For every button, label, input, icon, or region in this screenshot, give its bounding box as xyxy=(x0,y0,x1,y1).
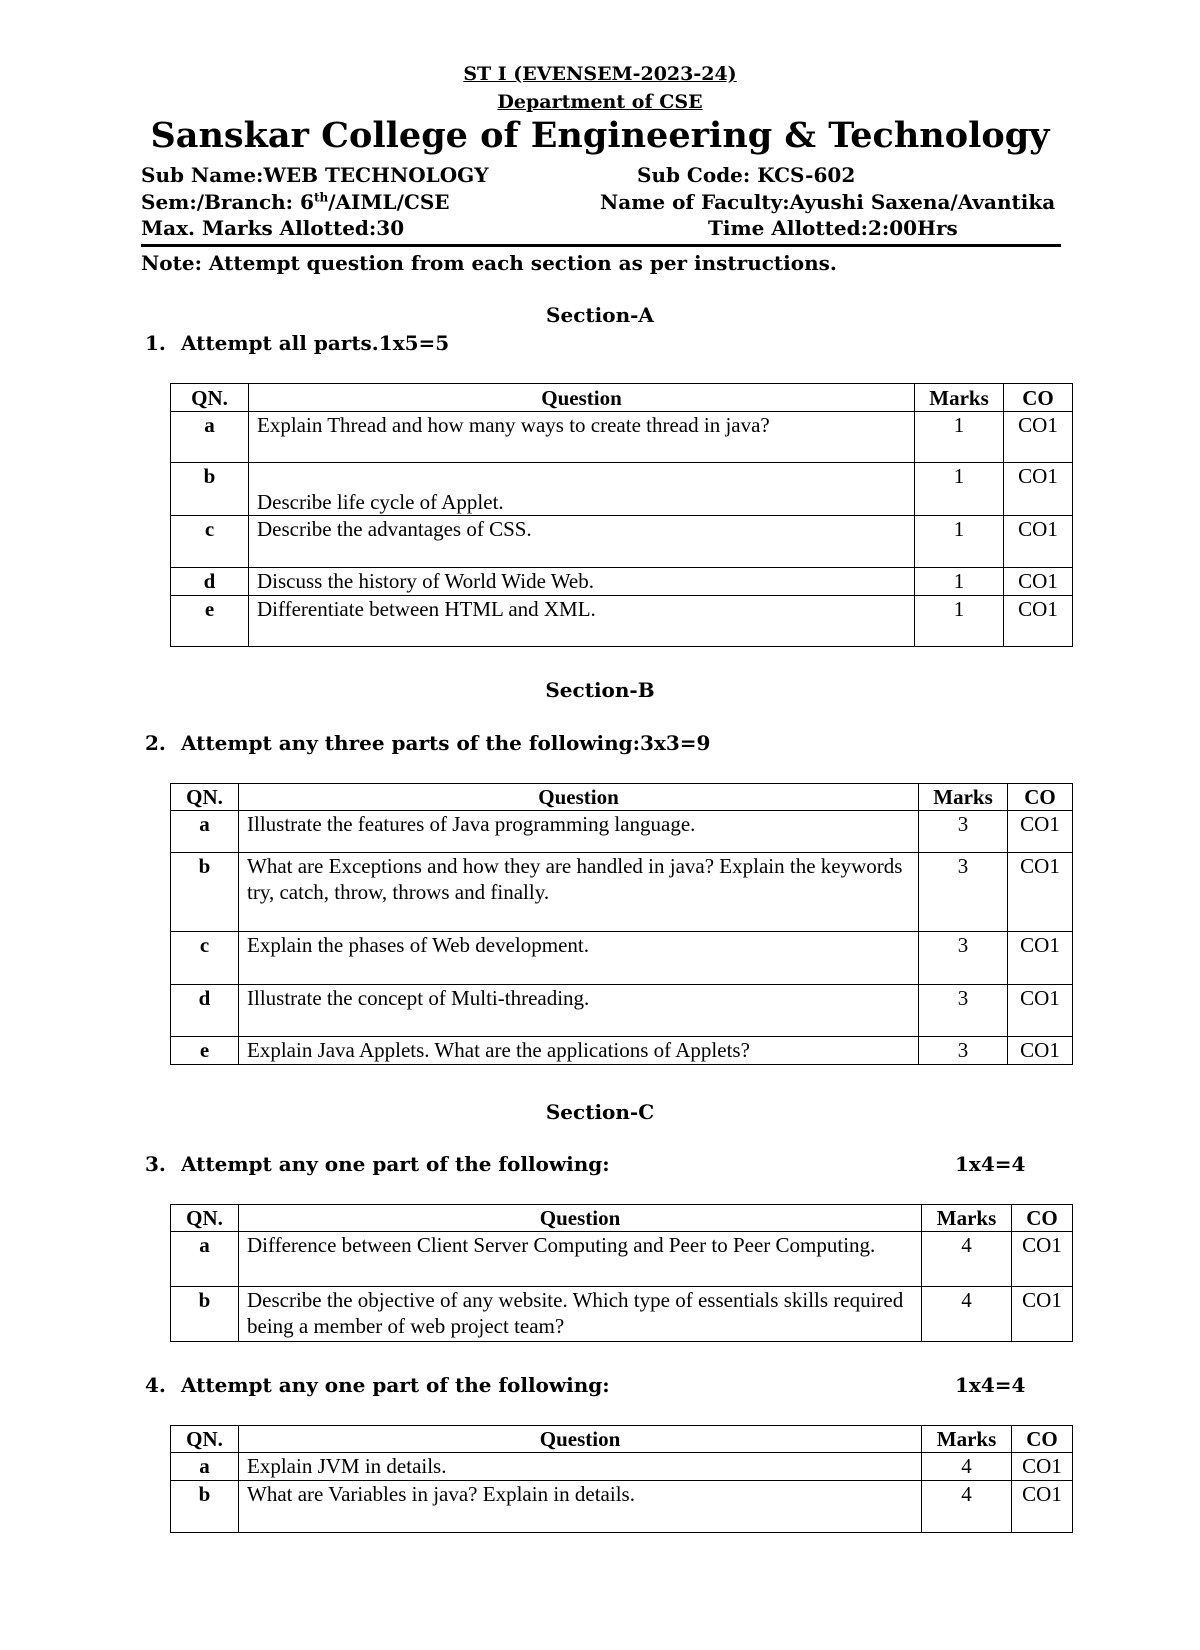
header-qn: QN. xyxy=(171,1426,239,1453)
question-co: CO1 xyxy=(1004,596,1073,647)
question-number: a xyxy=(171,412,249,463)
question-marks: 4 xyxy=(922,1453,1012,1481)
table-row xyxy=(171,1481,1073,1533)
header-marks: Marks xyxy=(922,1426,1012,1453)
question-marks: 3 xyxy=(919,985,1008,1037)
question-co: CO1 xyxy=(1012,1232,1073,1287)
question-marks: 4 xyxy=(922,1287,1012,1342)
section-c-q3-instruction: 3. Attempt any one part of the following: xyxy=(145,1152,610,1176)
question-number: b xyxy=(171,463,249,516)
question-number: a xyxy=(171,1232,239,1287)
question-text: Explain the phases of Web development. xyxy=(239,932,919,985)
header-qn: QN. xyxy=(171,784,239,811)
time-allotted: Time Allotted:2:00Hrs xyxy=(708,216,958,240)
header-co: CO xyxy=(1012,1205,1073,1232)
section-b-title: Section-B xyxy=(545,678,655,702)
question-co: CO1 xyxy=(1004,463,1073,516)
section-c-q4-marks: 1x4=4 xyxy=(955,1373,1026,1397)
header-marks: Marks xyxy=(922,1205,1012,1232)
header-co: CO xyxy=(1004,384,1073,412)
question-text: Explain JVM in details. xyxy=(239,1453,922,1481)
question-marks: 1 xyxy=(915,516,1004,568)
question-co: CO1 xyxy=(1008,811,1073,853)
header-question: Question xyxy=(249,384,915,412)
header-marks: Marks xyxy=(915,384,1004,412)
header-question: Question xyxy=(239,784,919,811)
section-c-q3-marks: 1x4=4 xyxy=(955,1152,1026,1176)
table-row xyxy=(171,985,1073,1037)
question-co: CO1 xyxy=(1012,1453,1073,1481)
table-row xyxy=(171,932,1073,985)
instructions-note: Note: Attempt question from each section as per instructions. xyxy=(141,251,837,275)
question-text: Describe the advantages of CSS. xyxy=(249,516,915,568)
table-row xyxy=(171,596,1073,647)
question-text: What are Variables in java? Explain in details. xyxy=(239,1481,922,1533)
question-number: c xyxy=(171,932,239,985)
section-c-q4-table xyxy=(170,1425,1073,1533)
question-number: a xyxy=(171,1453,239,1481)
table-row xyxy=(171,1453,1073,1481)
header-question: Question xyxy=(239,1426,922,1453)
header-co: CO xyxy=(1008,784,1073,811)
question-text: Describe the objective of any website. Which type of essentials skills required being a member of web project team? xyxy=(239,1287,922,1342)
subject-code: Sub Code: KCS-602 xyxy=(637,163,856,187)
question-number: b xyxy=(171,853,239,932)
header-co: CO xyxy=(1012,1426,1073,1453)
college-name: Sanskar College of Engineering & Technology xyxy=(150,115,1050,156)
question-number: b xyxy=(171,1287,239,1342)
section-c-title: Section-C xyxy=(545,1100,655,1124)
question-marks: 4 xyxy=(922,1481,1012,1533)
question-text: Illustrate the features of Java programming language. xyxy=(239,811,919,853)
question-co: CO1 xyxy=(1008,985,1073,1037)
question-number: d xyxy=(171,985,239,1037)
question-number: b xyxy=(171,1481,239,1533)
question-marks: 1 xyxy=(915,568,1004,596)
question-text: Discuss the history of World Wide Web. xyxy=(249,568,915,596)
question-number: e xyxy=(171,1037,239,1065)
semester-branch: Sem:/Branch: 6th/AIML/CSE xyxy=(141,190,450,214)
question-co: CO1 xyxy=(1008,853,1073,932)
question-marks: 3 xyxy=(919,1037,1008,1065)
exam-code: ST I (EVENSEM-2023-24) xyxy=(463,63,737,85)
max-marks: Max. Marks Allotted:30 xyxy=(141,216,405,240)
header-marks: Marks xyxy=(919,784,1008,811)
question-marks: 1 xyxy=(915,463,1004,516)
question-text: What are Exceptions and how they are handled in java? Explain the keywords try, catch, throw, throws and finally. xyxy=(239,853,919,932)
section-b-table xyxy=(170,783,1073,1065)
question-co: CO1 xyxy=(1012,1287,1073,1342)
question-text: Describe life cycle of Applet. xyxy=(249,463,915,516)
question-number: d xyxy=(171,568,249,596)
question-marks: 1 xyxy=(915,412,1004,463)
header-qn: QN. xyxy=(171,384,249,412)
question-number: a xyxy=(171,811,239,853)
department: Department of CSE xyxy=(497,91,703,113)
question-marks: 3 xyxy=(919,932,1008,985)
question-marks: 3 xyxy=(919,853,1008,932)
header-qn: QN. xyxy=(171,1205,239,1232)
question-number: e xyxy=(171,596,249,647)
question-text: Explain Java Applets. What are the applications of Applets? xyxy=(239,1037,919,1065)
table-row xyxy=(171,463,1073,516)
question-co: CO1 xyxy=(1004,568,1073,596)
section-a-title: Section-A xyxy=(546,303,654,327)
section-c-q3-table xyxy=(170,1204,1073,1342)
section-a-instruction: 1. Attempt all parts.1x5=5 xyxy=(145,331,450,355)
table-row xyxy=(171,412,1073,463)
question-co: CO1 xyxy=(1012,1481,1073,1533)
question-co: CO1 xyxy=(1008,932,1073,985)
section-c-q4-instruction: 4. Attempt any one part of the following: xyxy=(145,1373,610,1397)
table-row xyxy=(171,1232,1073,1287)
question-text: Illustrate the concept of Multi-threading. xyxy=(239,985,919,1037)
question-co: CO1 xyxy=(1004,412,1073,463)
section-a-table xyxy=(170,383,1073,647)
question-text: Difference between Client Server Computing and Peer to Peer Computing. xyxy=(239,1232,922,1287)
question-marks: 3 xyxy=(919,811,1008,853)
table-row xyxy=(171,568,1073,596)
question-marks: 1 xyxy=(915,596,1004,647)
question-marks: 4 xyxy=(922,1232,1012,1287)
table-row xyxy=(171,1037,1073,1065)
table-row xyxy=(171,1287,1073,1342)
question-text: Differentiate between HTML and XML. xyxy=(249,596,915,647)
section-b-instruction: 2. Attempt any three parts of the following:3x3=9 xyxy=(145,731,711,755)
question-text: Explain Thread and how many ways to create thread in java? xyxy=(249,412,915,463)
faculty-name: Name of Faculty:Ayushi Saxena/Avantika xyxy=(600,190,1056,214)
table-row xyxy=(171,516,1073,568)
question-number: c xyxy=(171,516,249,568)
question-co: CO1 xyxy=(1004,516,1073,568)
header-question: Question xyxy=(239,1205,922,1232)
question-co: CO1 xyxy=(1008,1037,1073,1065)
subject-name: Sub Name:WEB TECHNOLOGY xyxy=(141,163,489,187)
table-row xyxy=(171,811,1073,853)
table-row xyxy=(171,853,1073,932)
header-rule xyxy=(141,244,1061,247)
